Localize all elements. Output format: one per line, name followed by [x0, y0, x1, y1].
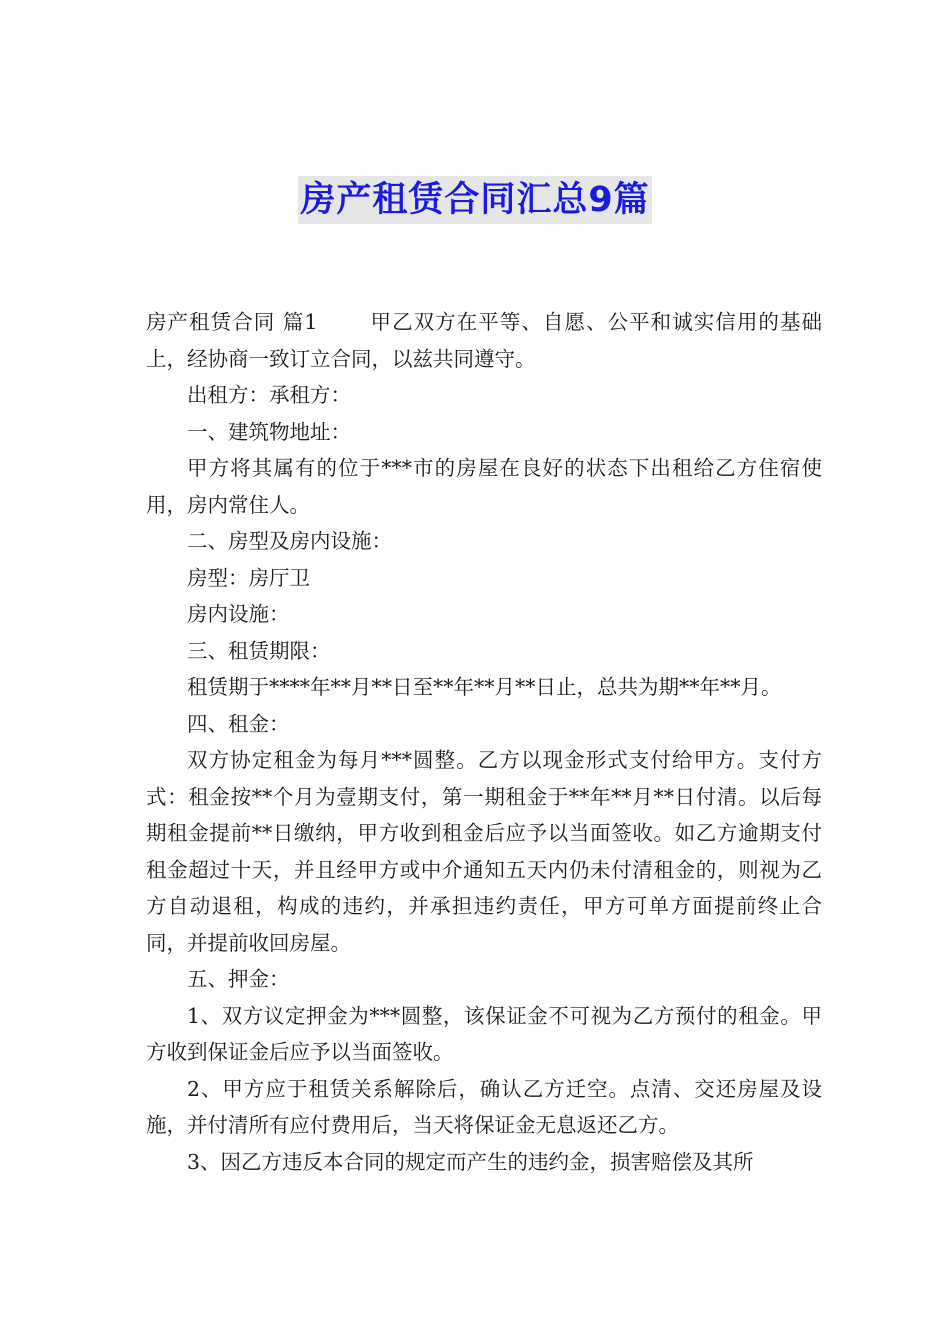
- heading-room-type: 二、房型及房内设施：: [187, 529, 392, 553]
- paragraph-rent: 双方协定租金为每月***圆整。乙方以现金形式支付给甲方。支付方式：租金按**个月为壹期支付，第一期租金于**年**月**日付清。以后每期租金提前**日缴纳，甲方收到租金后应予以当面签收。如乙方逾期支付租金超过十天，并且经甲方或中介通知五天内仍未付清租金的，则视为乙方自动退租，构成的违约，并承担违约责任，甲方可单方面提前终止合同，并提前收回房屋。: [146, 748, 822, 955]
- paragraph-room-type: 房型：房厅卫: [187, 565, 310, 590]
- paragraph-building-address: 甲方将其属有的位于***市的房屋在良好的状态下出租给乙方住宿使用，房内常住人。: [146, 456, 822, 517]
- heading-rent: 四、租金：: [187, 711, 290, 736]
- paragraph-deposit-1: 1、双方议定押金为***圆整，该保证金不可视为乙方预付的租金。甲方收到保证金后应予以当面签收。: [146, 1003, 822, 1064]
- intro-label: 房产租赁合同 篇1: [146, 310, 318, 334]
- paragraph-parties: 出租方：承租方：: [187, 383, 351, 407]
- intro-text: 甲乙双方在平等、自愿、公平和诚实信用的基础上，经协商一致订立合同，以兹共同遵守。: [146, 310, 823, 371]
- paragraph-lease-term: 租赁期于****年**月**日至**年**月**日止，总共为期**年**月。: [187, 675, 782, 699]
- paragraph-facilities: 房内设施：: [187, 602, 290, 626]
- intro-paragraph: [146, 304, 822, 377]
- document-title: 房产租赁合同汇总9篇: [298, 176, 651, 224]
- paragraph-deposit-3: 3、因乙方违反本合同的规定而产生的违约金，损害赔偿及其所: [187, 1149, 754, 1174]
- title-area: [0, 176, 950, 224]
- paragraph-deposit-2: 2、甲方应于租赁关系解除后，确认乙方迁空。点清、交还房屋及设施，并付清所有应付费用后，当天将保证金无息返还乙方。: [146, 1076, 822, 1137]
- heading-deposit: 五、押金：: [187, 967, 290, 991]
- document-body: [146, 304, 822, 1180]
- heading-lease-term: 三、租赁期限：: [187, 638, 331, 663]
- heading-building-address: 一、建筑物地址：: [187, 419, 351, 444]
